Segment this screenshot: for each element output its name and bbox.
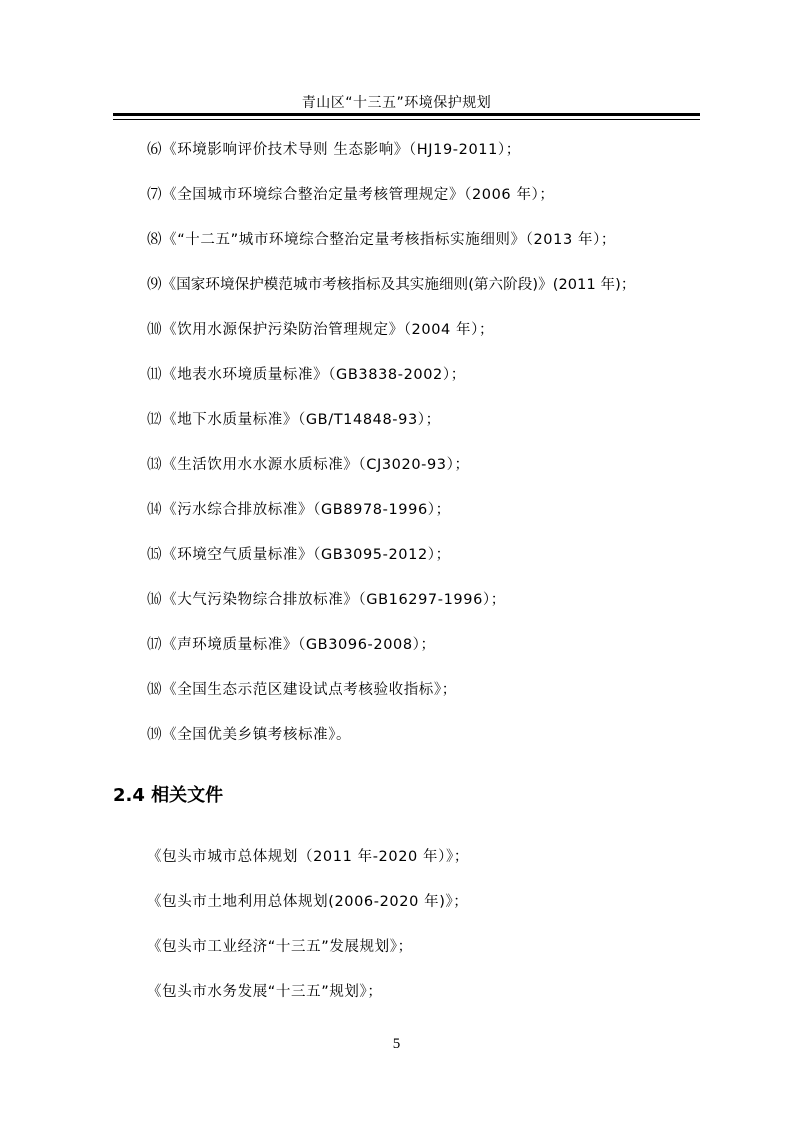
list-item: ⒄《声环境质量标准》（GB3096-2008）；	[147, 637, 436, 653]
list-item: ⒁《污水综合排放标准》（GB8978-1996）；	[147, 502, 451, 518]
list-item: 《包头市城市总体规划（2011 年-2020 年）》；	[147, 849, 469, 865]
list-item: ⒂《环境空气质量标准》（GB3095-2012）；	[147, 547, 451, 563]
header-rule-thick	[113, 113, 700, 116]
list-item: ⑺《全国城市环境综合整治定量考核管理规定》（2006 年）；	[147, 187, 555, 203]
list-item: ⒆《全国优美乡镇考核标准》。	[147, 727, 352, 743]
section-heading: 2.4 相关文件	[113, 785, 224, 806]
list-item: ⑻《“十二五”城市环境综合整治定量考核指标实施细则》（2013 年）；	[147, 232, 617, 248]
list-item: 《包头市土地利用总体规划(2006-2020 年)》；	[147, 894, 469, 910]
list-item: ⑼《国家环境保护模范城市考核指标及其实施细则(第六阶段)》(2011 年)；	[147, 277, 636, 293]
page-number: 5	[392, 1036, 401, 1052]
list-item: ⒃《大气污染物综合排放标准》（GB16297-1996）；	[147, 592, 506, 608]
list-item: 《包头市工业经济“十三五”发展规划》；	[147, 939, 413, 955]
list-item: ⒅《全国生态示范区建设试点考核验收指标》；	[147, 682, 457, 698]
list-item: ⑾《地表水环境质量标准》（GB3838-2002）；	[147, 367, 466, 383]
header-rule-thin	[113, 119, 700, 120]
list-item: ⑿《地下水质量标准》（GB/T14848-93）；	[147, 412, 441, 428]
list-item: ⑽《饮用水源保护污染防治管理规定》（2004 年）；	[147, 322, 495, 338]
list-item: 《包头市水务发展“十三五”规划》；	[147, 984, 383, 1000]
header-title: 青山区“十三五”环境保护规划	[301, 95, 492, 111]
list-item: ⑹《环境影响评价技术导则 生态影响》（HJ19-2011）；	[147, 142, 521, 158]
list-item: ⒀《生活饮用水水源水质标准》（CJ3020-93）；	[147, 457, 470, 473]
